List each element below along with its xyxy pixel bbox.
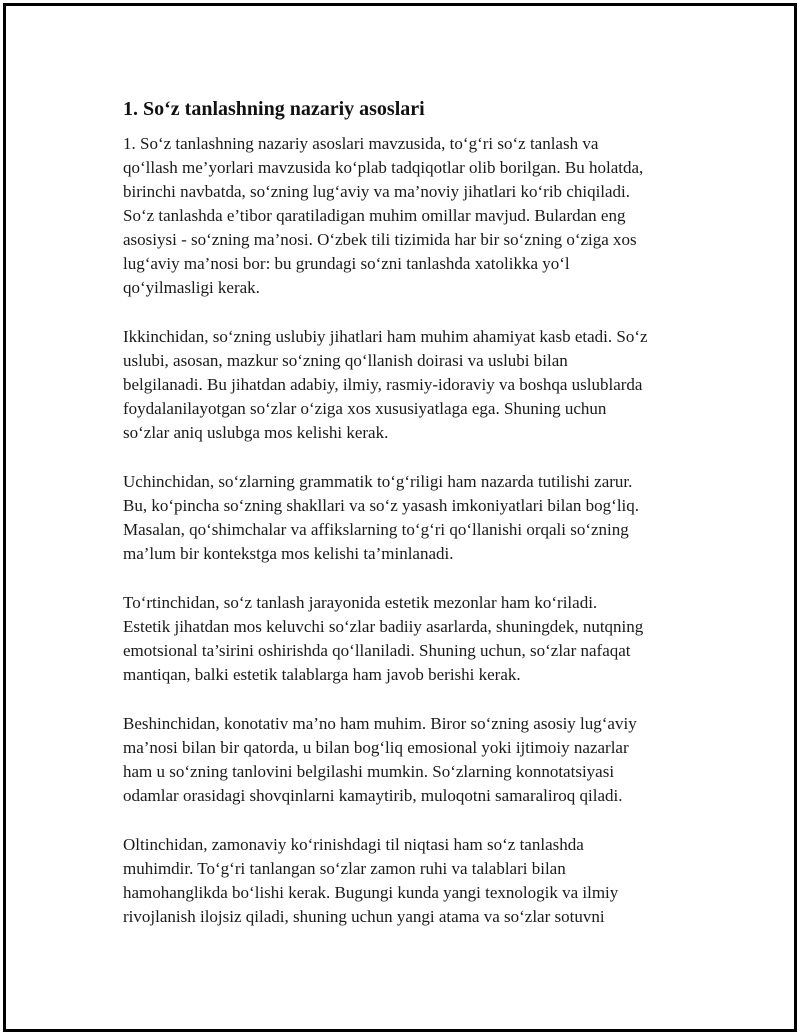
- text-line: So‘z tanlashda e’tibor qaratiladigan muhim omillar mavjud. Bulardan eng: [123, 206, 626, 225]
- paragraph-1: [123, 132, 711, 300]
- text-line: qo‘llash me’yorlari mavzusida ko‘plab tadqiqotlar olib borilgan. Bu holatda,: [123, 158, 644, 177]
- text-line: To‘rtinchidan, so‘z tanlash jarayonida estetik mezonlar ham ko‘riladi.: [123, 593, 598, 612]
- text-line: Uchinchidan, so‘zlarning grammatik to‘g‘riligi ham nazarda tutilishi zarur.: [123, 472, 633, 491]
- text-line: ma’lum bir kontekstga mos kelishi ta’minlanadi.: [123, 544, 454, 563]
- text-line: Masalan, qo‘shimchalar va affikslarning to‘g‘ri qo‘llanishi orqali so‘zning: [123, 520, 629, 539]
- text-line: Estetik jihatdan mos keluvchi so‘zlar badiiy asarlarda, shuningdek, nutqning: [123, 617, 644, 636]
- section-heading: 1. So‘z tanlashning nazariy asoslari: [123, 98, 425, 120]
- paragraph-3: [123, 470, 711, 566]
- text-line: birinchi navbatda, so‘zning lug‘aviy va ma’noviy jihatlari ko‘rib chiqiladi.: [123, 182, 631, 201]
- paragraph-5: [123, 712, 711, 808]
- text-line: qo‘yilmasligi kerak.: [123, 278, 260, 297]
- text-line: foydalanilayotgan so‘zlar o‘ziga xos xususiyatlaga ega. Shuning uchun: [123, 399, 607, 418]
- text-line: asosiysi - so‘zning ma’nosi. O‘zbek tili tizimida har bir so‘zning o‘ziga xos: [123, 230, 637, 249]
- text-line: belgilanadi. Bu jihatdan adabiy, ilmiy, rasmiy-idoraviy va boshqa uslublarda: [123, 375, 643, 394]
- document-body: [121, 96, 711, 954]
- text-line: lug‘aviy ma’nosi bor: bu grundagi so‘zni tanlashda xatolikka yo‘l: [123, 254, 570, 273]
- text-line: ham u so‘zning tanlovini belgilashi mumkin. So‘zlarning konnotatsiyasi: [123, 762, 615, 781]
- text-line: 1. So‘z tanlashning nazariy asoslari mavzusida, to‘g‘ri so‘z tanlash va: [123, 134, 599, 153]
- text-line: ma’nosi bilan bir qatorda, u bilan bog‘liq emosional yoki ijtimoiy nazarlar: [123, 738, 629, 757]
- text-line: emotsional ta’sirini oshirishda qo‘llaniladi. Shuning uchun, so‘zlar nafaqat: [123, 641, 631, 660]
- text-line: odamlar orasidagi shovqinlarni kamaytirib, muloqotni samaraliroq qiladi.: [123, 786, 623, 805]
- text-line: Ikkinchidan, so‘zning uslubiy jihatlari ham muhim ahamiyat kasb etadi. So‘z: [123, 327, 648, 346]
- paragraph-4: [123, 591, 711, 687]
- paragraph-2: [123, 325, 711, 445]
- text-line: hamohanglikda bo‘lishi kerak. Bugungi kunda yangi texnologik va ilmiy: [123, 883, 619, 902]
- text-line: muhimdir. To‘g‘ri tanlangan so‘zlar zamon ruhi va talablari bilan: [123, 859, 566, 878]
- text-line: rivojlanish ilojsiz qiladi, shuning uchun yangi atama va so‘zlar sotuvni: [123, 907, 605, 926]
- text-line: Beshinchidan, konotativ ma’no ham muhim. Biror so‘zning asosiy lug‘aviy: [123, 714, 637, 733]
- text-line: Bu, ko‘pincha so‘zning shakllari va so‘z yasash imkoniyatlari bilan bog‘liq.: [123, 496, 640, 515]
- text-line: mantiqan, balki estetik talablarga ham javob berishi kerak.: [123, 665, 521, 684]
- paragraph-6: [123, 833, 711, 929]
- document-page: [3, 3, 797, 1032]
- text-line: so‘zlar aniq uslubga mos kelishi kerak.: [123, 423, 389, 442]
- text-line: uslubi, asosan, mazkur so‘zning qo‘llanish doirasi va uslubi bilan: [123, 351, 568, 370]
- text-line: Oltinchidan, zamonaviy ko‘rinishdagi til niqtasi ham so‘z tanlashda: [123, 835, 584, 854]
